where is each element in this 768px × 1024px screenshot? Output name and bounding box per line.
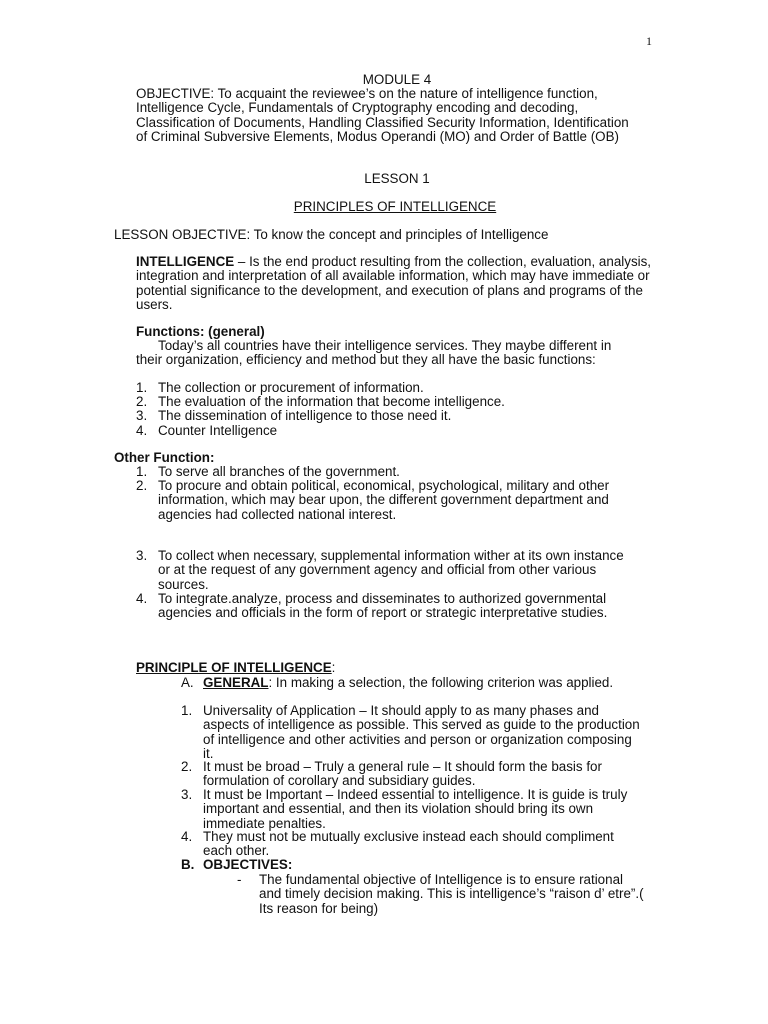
module-title: MODULE 4 (362, 72, 432, 87)
list-item: 1. To serve all branches of the government. (136, 464, 400, 479)
lesson-objective: LESSON OBJECTIVE: To know the concept and principles of Intelligence (114, 227, 549, 242)
list-item: 2. It must be broad – Truly a general rule – It should form the basis for formulation of corollary and subsidiary guides. (181, 759, 602, 789)
other-function-heading: Other Function: (114, 450, 215, 465)
page-number: 1 (646, 34, 652, 48)
list-item: 1. The collection or procurement of information. (136, 380, 424, 395)
list-item: 1. Universality of Application – It should apply to as many phases and aspects of intelligence as possible. This served as guide to the production of intelligence and other activities and person or organization composing it. (181, 703, 640, 762)
list-item: 3. To collect when necessary, supplemental information wither at its own instance or at the request of any government agency and official from other various sources. (136, 548, 624, 592)
principle-heading: PRINCIPLE OF INTELLIGENCE: (136, 660, 336, 675)
functions-heading: Functions: (general) (136, 324, 265, 339)
general-section: A. GENERAL: In making a selection, the following criterion was applied. (181, 675, 614, 690)
list-item: 2. The evaluation of the information that become intelligence. (136, 394, 505, 409)
list-item: 3. The dissemination of intelligence to those need it. (136, 408, 452, 423)
intelligence-term: INTELLIGENCE (136, 254, 235, 269)
intelligence-text: – Is the end product resulting from the collection, evaluation, analysis, integration and interpretation of all available information, which may have immediate or potential significance to the development, and execution of plans and programs of the users. (136, 254, 652, 313)
objectives-bullet-item: - The fundamental objective of Intelligence is to ensure rational and timely decision making. This is intelligence’s “raison d’ etre”.( Its reason for being) (237, 872, 644, 916)
list-item: 4. They must not be mutually exclusive instead each should compliment each other. (181, 829, 614, 859)
functions-intro: Today’s all countries have their intelligence services. They maybe different in their organization, efficiency and method but they all have the basic functions: (136, 338, 612, 368)
module-objective: OBJECTIVE: To acquaint the reviewee’s on the nature of intelligence function, Intelligence Cycle, Fundamentals of Cryptography encoding and decoding, Classification of Documents, Handling Classified Security Information, Identification of Criminal Subversive Elements, Modus Operandi (MO) and Order of Battle (OB) (136, 86, 629, 145)
objectives-heading: B. OBJECTIVES: (181, 857, 293, 872)
list-item: 4. To integrate.analyze, process and disseminates to authorized governmental agencies and officials in the form of report or strategic interpretative studies. (136, 591, 608, 621)
list-item: 3. It must be Important – Indeed essential to intelligence. It is guide is truly important and essential, and then its violation should bring its own immediate penalties. (181, 787, 628, 831)
list-item: 4. Counter Intelligence (136, 423, 278, 438)
list-item: 2. To procure and obtain political, economical, psychological, military and other information, which may bear upon, the different government department and agencies had collected national interest. (136, 478, 610, 522)
lesson-heading: PRINCIPLES OF INTELLIGENCE (293, 199, 497, 214)
lesson-title: LESSON 1 (364, 171, 430, 186)
intelligence-definition (136, 255, 658, 313)
